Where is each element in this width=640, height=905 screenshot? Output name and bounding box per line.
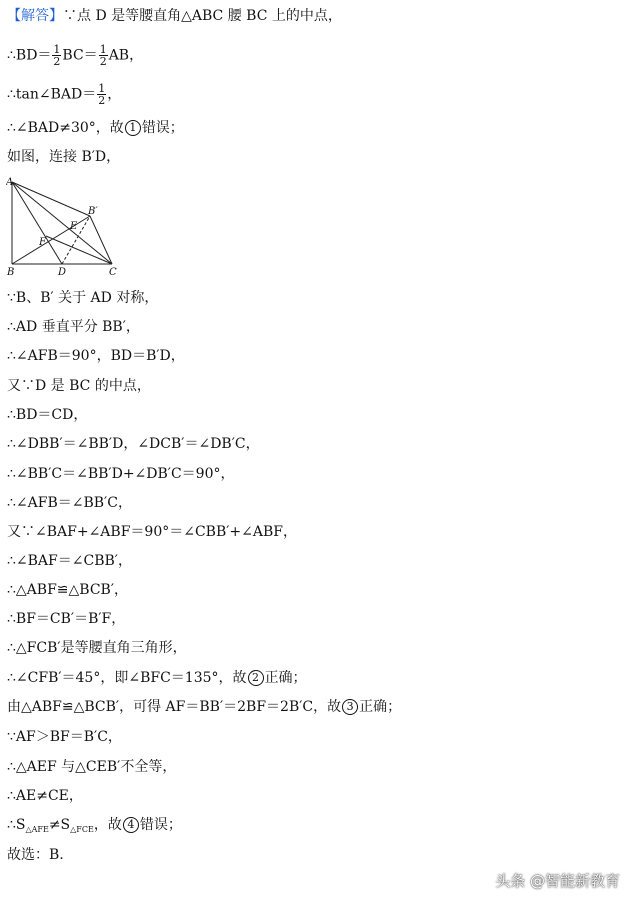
- segment-BpC: [90, 216, 112, 264]
- step-line: ∴∠AFB＝90°，BD＝B′D，: [7, 348, 185, 364]
- step-line-conclusion-3: 由△ABF≌△BCB′，可得 AF＝BB′＝2BF＝2B′C，故 3 正确；: [7, 699, 402, 715]
- point-label-B: B: [7, 267, 15, 278]
- step-line-conclusion-2: ∴∠CFB′＝45°，即∠BFC＝135°，故 2 正确；: [7, 670, 307, 686]
- fraction: $\frac{1}{2}$: [99, 43, 107, 68]
- segment-AD: [12, 182, 62, 264]
- step-line-conclusion-1: ∴∠BAD≠30°，故 1 错误；: [7, 120, 184, 136]
- fraction: $\frac{1}{2}$: [53, 43, 61, 68]
- point-label-Bprime: B′: [88, 206, 98, 217]
- circled-number: 4: [123, 817, 139, 833]
- step-line-bd: ∴BD＝ $\frac{1}{2}$ BC＝ $\frac{1}{2}$ AB，: [7, 43, 144, 68]
- step-line: ∴△FCB′是等腰直角三角形，: [7, 640, 187, 656]
- step-line: ∴BF＝CB′＝B′F，: [7, 611, 126, 627]
- step-line-connect: 如图，连接 B′D，: [7, 149, 121, 165]
- step-line: ∴∠BB′C＝∠BB′D+∠DB′C＝90°，: [7, 466, 235, 482]
- answer-tag: 【解答】: [7, 8, 63, 24]
- step-line-tan: ∴tan∠BAD＝ $\frac{1}{2}$ ，: [7, 82, 122, 107]
- segment-FC: [46, 236, 112, 264]
- segment-AC: [12, 182, 112, 264]
- step-line: 又∵∠BAF+∠ABF＝90°＝∠CBB′+∠ABF，: [7, 524, 298, 540]
- step-line: ∴AE≠CE，: [7, 788, 83, 804]
- point-label-A: A: [6, 177, 14, 188]
- step-line: ∴∠DBB′＝∠BB′D，∠DCB′＝∠DB′C，: [7, 436, 260, 452]
- circled-number: 3: [342, 699, 358, 715]
- point-label-C: C: [109, 267, 117, 278]
- point-label-E: E: [70, 221, 78, 232]
- circled-number: 2: [248, 670, 264, 686]
- step-line: ∴∠AFB＝∠BB′C，: [7, 495, 132, 511]
- segment-ABp: [12, 182, 90, 216]
- watermark: 头条 @智能新教育: [495, 872, 620, 890]
- step-line: ∴△AEF 与△CEB′不全等，: [7, 759, 177, 775]
- step-line: ∴△ABF≌△BCB′，: [7, 582, 129, 598]
- final-answer: 故选：B.: [7, 847, 64, 863]
- fraction: $\frac{1}{2}$: [98, 82, 106, 107]
- point-label-D: D: [58, 267, 67, 278]
- step-line: ∴BD＝CD，: [7, 407, 88, 423]
- step-line: ∵AF＞BF＝B′C，: [7, 729, 122, 745]
- point-label-F: F: [39, 237, 46, 248]
- step-line: ∵B、B′ 关于 AD 对称，: [7, 290, 159, 306]
- header-text: ∵点 D 是等腰直角△ABC 腰 BC 上的中点，: [63, 8, 342, 24]
- step-line-conclusion-4: $\therefore S_{\triangle AFE}\ne S_{\triangle FCE}$，故 4 错误；: [7, 817, 182, 834]
- circled-number: 1: [125, 120, 141, 136]
- step-line: 又∵D 是 BC 的中点，: [7, 378, 151, 394]
- step-line: ∴AD 垂直平分 BB′，: [7, 319, 140, 335]
- segment-BBp: [12, 216, 90, 264]
- answer-header: [7, 6, 342, 26]
- step-line: ∴∠BAF＝∠CBB′，: [7, 553, 132, 569]
- geometry-diagram: [6, 176, 124, 278]
